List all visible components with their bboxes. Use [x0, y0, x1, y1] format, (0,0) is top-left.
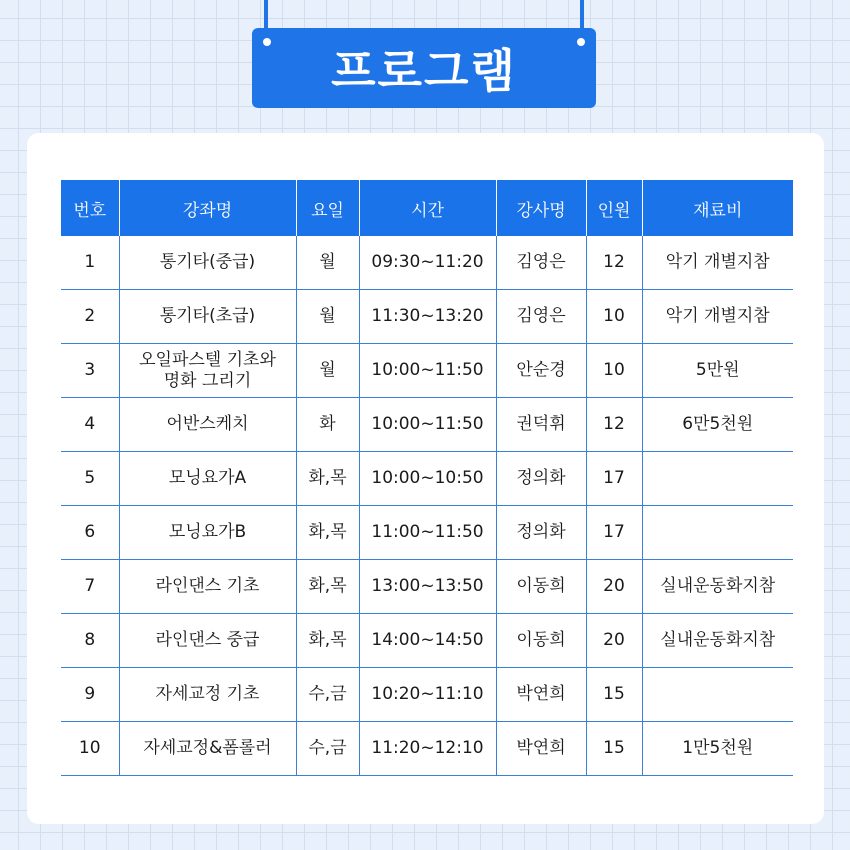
cell-number: 3 — [61, 344, 119, 398]
table-body — [61, 236, 793, 776]
cell-course-name: 모닝요가A — [119, 452, 296, 506]
cell-number: 6 — [61, 506, 119, 560]
cell-number: 4 — [61, 398, 119, 452]
cell-day: 월 — [296, 344, 359, 398]
table-row — [61, 614, 793, 668]
page-title: 프로그램 — [331, 44, 517, 98]
table-row — [61, 668, 793, 722]
cell-day: 화 — [296, 398, 359, 452]
cell-capacity: 10 — [586, 290, 642, 344]
header-course-name: 강좌명 — [119, 180, 296, 236]
cell-instructor: 김영은 — [496, 236, 586, 290]
cell-day: 화,목 — [296, 506, 359, 560]
cell-time: 10:00~11:50 — [359, 398, 496, 452]
program-table — [61, 180, 793, 776]
cell-day: 수,금 — [296, 668, 359, 722]
cell-time: 09:30~11:20 — [359, 236, 496, 290]
title-board — [252, 28, 596, 108]
cell-capacity: 20 — [586, 560, 642, 614]
cell-instructor: 이동희 — [496, 614, 586, 668]
cell-instructor: 정의화 — [496, 452, 586, 506]
cell-course-name: 오일파스텔 기초와 명화 그리기 — [119, 344, 296, 398]
cell-capacity: 17 — [586, 506, 642, 560]
cell-number: 5 — [61, 452, 119, 506]
cell-instructor: 권덕휘 — [496, 398, 586, 452]
cell-day: 수,금 — [296, 722, 359, 776]
table-row — [61, 398, 793, 452]
cell-capacity: 15 — [586, 722, 642, 776]
cell-day: 월 — [296, 236, 359, 290]
cell-day: 화,목 — [296, 560, 359, 614]
cell-time: 11:20~12:10 — [359, 722, 496, 776]
cell-course-name: 라인댄스 중급 — [119, 614, 296, 668]
cell-instructor: 박연희 — [496, 722, 586, 776]
cell-day: 월 — [296, 290, 359, 344]
header-day: 요일 — [296, 180, 359, 236]
cell-course-name: 어반스케치 — [119, 398, 296, 452]
cell-capacity: 12 — [586, 398, 642, 452]
cell-time: 11:00~11:50 — [359, 506, 496, 560]
cell-number: 2 — [61, 290, 119, 344]
cell-number: 8 — [61, 614, 119, 668]
cell-time: 14:00~14:50 — [359, 614, 496, 668]
cell-course-name: 자세교정 기초 — [119, 668, 296, 722]
cell-instructor: 정의화 — [496, 506, 586, 560]
cell-time: 10:20~11:10 — [359, 668, 496, 722]
cell-instructor: 박연희 — [496, 668, 586, 722]
cell-course-name: 자세교정&폼롤러 — [119, 722, 296, 776]
cell-time: 10:00~10:50 — [359, 452, 496, 506]
table-row — [61, 722, 793, 776]
cell-capacity: 10 — [586, 344, 642, 398]
header-capacity: 인원 — [586, 180, 642, 236]
table-header-row — [61, 180, 793, 236]
cell-time: 10:00~11:50 — [359, 344, 496, 398]
cell-capacity: 17 — [586, 452, 642, 506]
cell-time: 13:00~13:50 — [359, 560, 496, 614]
cell-course-name: 모닝요가B — [119, 506, 296, 560]
cell-instructor: 이동희 — [496, 560, 586, 614]
cell-material-fee: 악기 개별지참 — [642, 290, 793, 344]
cell-material-fee: 실내운동화지참 — [642, 560, 793, 614]
table-row — [61, 236, 793, 290]
cell-material-fee: 6만5천원 — [642, 398, 793, 452]
cell-material-fee: 악기 개별지참 — [642, 236, 793, 290]
hanger-hole-right — [577, 38, 585, 46]
cell-time: 11:30~13:20 — [359, 290, 496, 344]
program-card — [27, 133, 824, 824]
cell-material-fee — [642, 452, 793, 506]
cell-material-fee: 1만5천원 — [642, 722, 793, 776]
cell-instructor: 안순경 — [496, 344, 586, 398]
header-number: 번호 — [61, 180, 119, 236]
table-row — [61, 560, 793, 614]
table-row — [61, 452, 793, 506]
cell-number: 9 — [61, 668, 119, 722]
cell-number: 1 — [61, 236, 119, 290]
header-material-fee: 재료비 — [642, 180, 793, 236]
header-time: 시간 — [359, 180, 496, 236]
cell-capacity: 12 — [586, 236, 642, 290]
cell-course-name: 통기타(초급) — [119, 290, 296, 344]
cell-material-fee — [642, 668, 793, 722]
cell-course-name: 통기타(중급) — [119, 236, 296, 290]
cell-material-fee: 5만원 — [642, 344, 793, 398]
table-row — [61, 344, 793, 398]
cell-number: 7 — [61, 560, 119, 614]
table-row — [61, 506, 793, 560]
table-row — [61, 290, 793, 344]
cell-capacity: 20 — [586, 614, 642, 668]
cell-course-name: 라인댄스 기초 — [119, 560, 296, 614]
cell-material-fee: 실내운동화지참 — [642, 614, 793, 668]
cell-number: 10 — [61, 722, 119, 776]
hanger-hole-left — [263, 38, 271, 46]
cell-capacity: 15 — [586, 668, 642, 722]
cell-material-fee — [642, 506, 793, 560]
cell-day: 화,목 — [296, 452, 359, 506]
cell-day: 화,목 — [296, 614, 359, 668]
header-instructor: 강사명 — [496, 180, 586, 236]
cell-instructor: 김영은 — [496, 290, 586, 344]
